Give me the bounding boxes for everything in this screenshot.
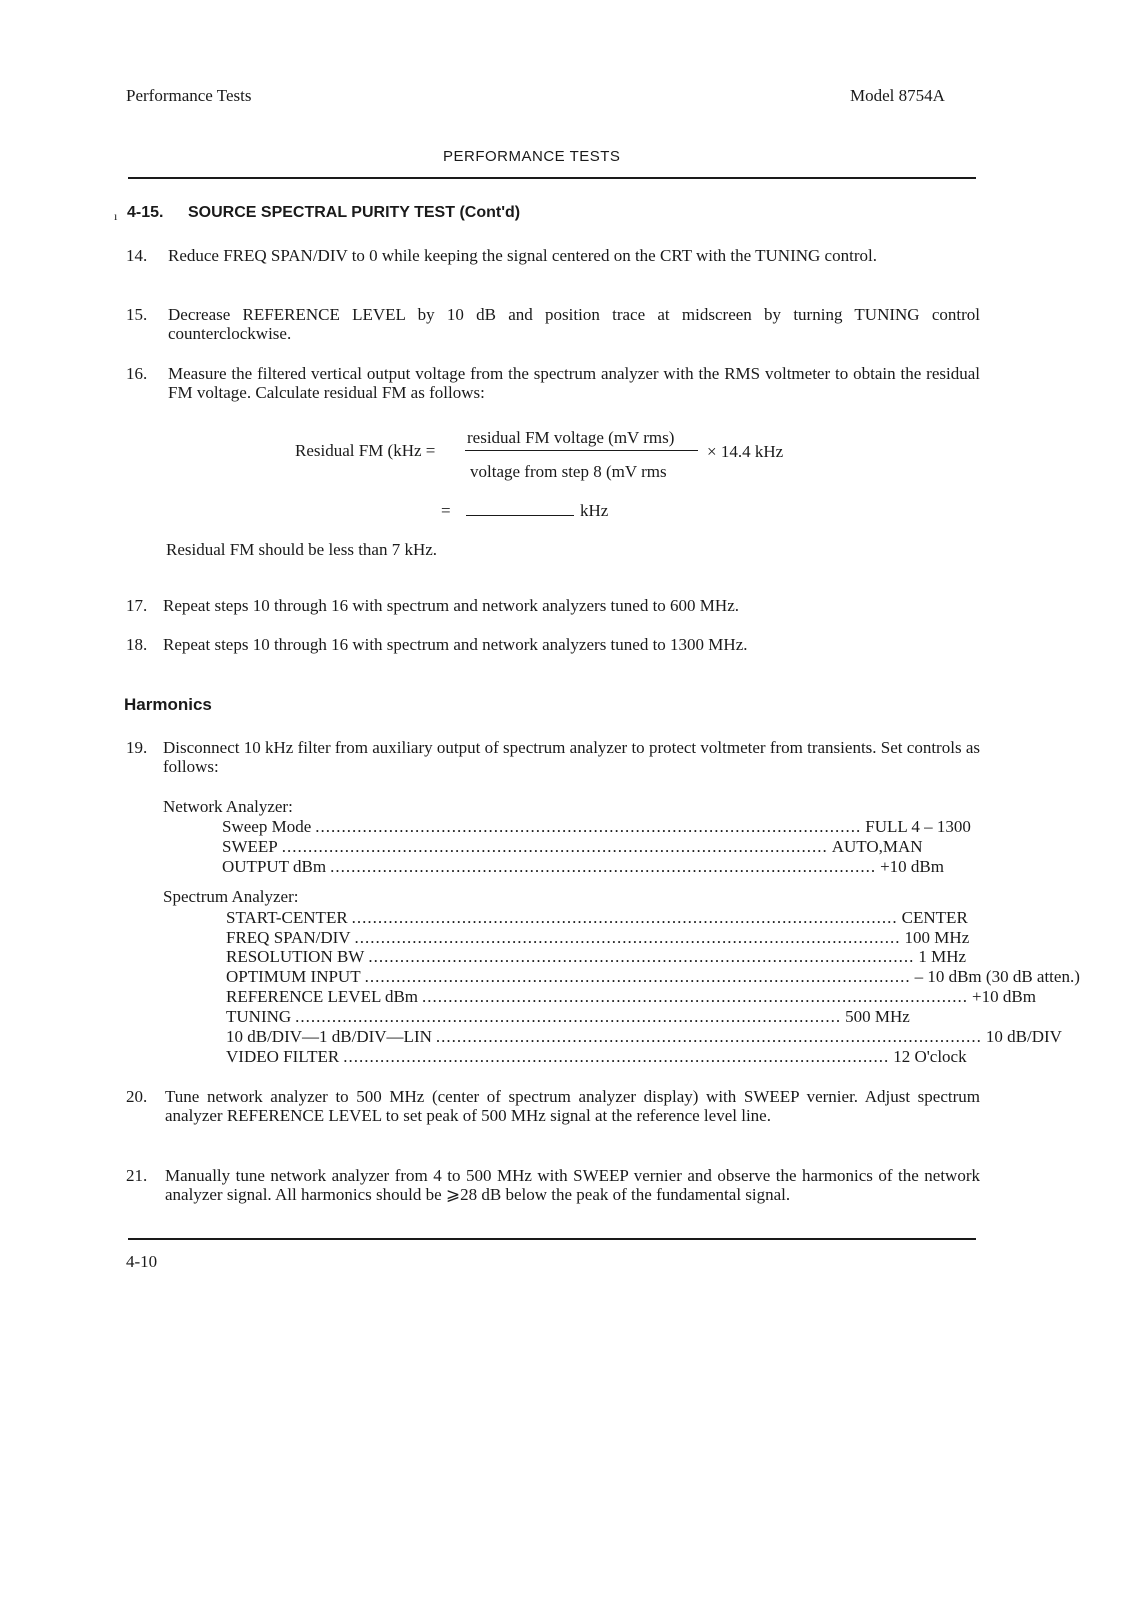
step-text: Repeat steps 10 through 16 with spectrum and network analyzers tuned to 600 MHz.: [163, 596, 739, 615]
step-number: 18.: [126, 635, 148, 654]
network-analyzer-title: Network Analyzer:: [163, 797, 293, 816]
header-rule: [128, 177, 976, 179]
setting-label: RESOLUTION BW: [226, 947, 365, 966]
residual-fm-limit: Residual FM should be less than 7 kHz.: [166, 540, 438, 559]
step-text: Manually tune network analyzer from 4 to 500 MHz with SWEEP vernier and observe the harmonics of the network analyzer signal. All harmonics should be ⩾28 dB below the peak of the fundamental signal.: [165, 1166, 980, 1204]
page-number: 4-10: [126, 1252, 158, 1271]
step-text: Repeat steps 10 through 16 with spectrum and network analyzers tuned to 1300 MHz.: [163, 635, 748, 654]
dot-leader: ........................................................................................................: [295, 1007, 842, 1026]
step-14: [126, 246, 980, 265]
step-text: Tune network analyzer to 500 MHz (center of spectrum analyzer display) with SWEEP vernier. Adjust spectrum analyzer REFERENCE LEVEL to set peak of 500 MHz signal at the reference level line.: [165, 1087, 980, 1125]
section-title: SOURCE SPECTRAL PURITY TEST (Cont'd): [188, 204, 521, 221]
setting-value: FULL 4 – 1300: [865, 817, 971, 836]
setting-label: TUNING: [226, 1007, 292, 1026]
step-number: 16.: [126, 364, 148, 383]
formula-lhs: Residual FM (kHz =: [295, 441, 436, 460]
dot-leader: ........................................................................................................: [364, 967, 911, 986]
harmonics-heading: Harmonics: [124, 695, 212, 714]
setting-value: – 10 dBm (30 dB atten.): [914, 967, 1080, 986]
step-15: [126, 305, 980, 343]
setting-label: SWEEP: [222, 837, 278, 856]
dot-leader: ........................................................................................................: [351, 908, 898, 927]
setting-optimum-input: [226, 967, 1080, 987]
setting-value: 1 MHz: [918, 947, 967, 966]
dot-leader: ........................................................................................................: [368, 947, 915, 966]
step-text: Disconnect 10 kHz filter from auxiliary output of spectrum analyzer to protect voltmeter from transients. Set controls as follows:: [163, 738, 980, 776]
setting-label: VIDEO FILTER: [226, 1047, 340, 1066]
step-20: [126, 1087, 980, 1125]
header-left-text: Performance Tests: [126, 86, 252, 105]
setting-value: 500 MHz: [845, 1007, 910, 1026]
section-number: 4-15.: [127, 204, 164, 221]
setting-label: 10 dB/DIV—1 dB/DIV—LIN: [226, 1027, 432, 1046]
setting-label: FREQ SPAN/DIV: [226, 928, 351, 947]
setting-resolution-bw: [226, 947, 967, 967]
setting-value: 10 dB/DIV: [985, 1027, 1062, 1046]
setting-label: REFERENCE LEVEL dBm: [226, 987, 419, 1006]
answer-blank-line: [466, 515, 574, 516]
setting-label: START-CENTER: [226, 908, 348, 927]
section-header-title: PERFORMANCE TESTS: [443, 148, 621, 165]
step-number: 14.: [126, 246, 148, 265]
step-text: Reduce FREQ SPAN/DIV to 0 while keeping the signal centered on the CRT with the TUNING control.: [168, 246, 877, 265]
setting-label: Sweep Mode: [222, 817, 312, 836]
formula-equals: =: [441, 501, 451, 520]
dot-leader: ........................................................................................................: [354, 928, 901, 947]
step-text: Decrease REFERENCE LEVEL by 10 dB and position trace at midscreen by turning TUNING control counterclockwise.: [168, 305, 980, 343]
setting-label: OPTIMUM INPUT: [226, 967, 361, 986]
formula-unit: kHz: [580, 501, 609, 520]
setting-value: +10 dBm: [880, 857, 944, 876]
setting-value: CENTER: [901, 908, 968, 927]
setting-start-center: [226, 908, 968, 928]
setting-reference-level: [226, 987, 1036, 1007]
step-17: [126, 596, 980, 615]
step-number: 19.: [126, 738, 148, 757]
setting-sweep: [222, 837, 923, 857]
dot-leader: ........................................................................................................: [330, 857, 877, 876]
step-16: [126, 364, 980, 402]
setting-label: OUTPUT dBm: [222, 857, 327, 876]
setting-sweep-mode: [222, 817, 971, 837]
fraction-bar: [465, 450, 698, 451]
step-19: [126, 738, 980, 776]
step-number: 21.: [126, 1166, 148, 1185]
dot-leader: ........................................................................................................: [343, 1047, 890, 1066]
dot-leader: ........................................................................................................: [422, 987, 969, 1006]
setting-output-dbm: [222, 857, 944, 877]
setting-freq-span-div: [226, 928, 970, 948]
setting-video-filter: [226, 1047, 967, 1067]
setting-value: 12 O'clock: [893, 1047, 967, 1066]
margin-mark: ı: [114, 209, 118, 223]
setting-value: +10 dBm: [972, 987, 1036, 1006]
header-model-text: Model 8754A: [850, 86, 945, 105]
setting-value: 100 MHz: [904, 928, 970, 947]
formula-multiplier: × 14.4 kHz: [707, 442, 784, 461]
footer-rule: [128, 1238, 976, 1240]
formula-denominator: voltage from step 8 (mV rms: [470, 462, 667, 481]
setting-value: AUTO,MAN: [831, 837, 923, 856]
dot-leader: ........................................................................................................: [281, 837, 828, 856]
step-number: 20.: [126, 1087, 148, 1106]
step-text: Measure the filtered vertical output voltage from the spectrum analyzer with the RMS voltmeter to obtain the residual FM voltage. Calculate residual FM as follows:: [168, 364, 980, 402]
formula-numerator: residual FM voltage (mV rms): [467, 428, 675, 447]
dot-leader: ........................................................................................................: [315, 817, 862, 836]
step-21: [126, 1166, 980, 1204]
step-18: [126, 635, 980, 654]
spectrum-analyzer-title: Spectrum Analyzer:: [163, 887, 299, 906]
step-number: 15.: [126, 305, 148, 324]
setting-db-div: [226, 1027, 1062, 1047]
dot-leader: ........................................................................................................: [435, 1027, 982, 1046]
setting-tuning: [226, 1007, 910, 1027]
step-number: 17.: [126, 596, 148, 615]
